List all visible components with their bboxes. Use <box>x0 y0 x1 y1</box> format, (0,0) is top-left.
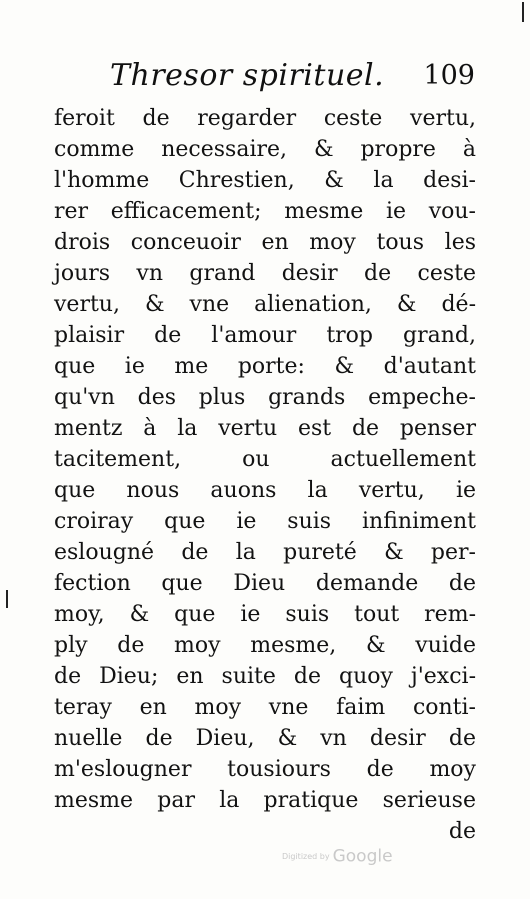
text-line: plaisir de l'amour trop grand, <box>54 323 476 348</box>
google-logo: Google <box>332 846 393 867</box>
text-line: fection que Dieu demande de <box>54 571 476 596</box>
body-text <box>54 103 476 847</box>
text-line: croiray que ie suis infiniment <box>54 509 476 534</box>
text-line: vertu, & vne alienation, & dé- <box>54 292 476 317</box>
page-number: 109 <box>423 60 475 91</box>
text-line: comme necessaire, & propre à <box>54 137 476 162</box>
page-header <box>110 58 490 98</box>
text-line: de Dieu; en suite de quoy j'exci- <box>54 664 476 689</box>
running-head: Thresor spirituel. <box>110 58 385 93</box>
text-line: eslougné de la pureté & per- <box>54 540 476 565</box>
text-line: rer efficacement; mesme ie vou- <box>54 199 476 224</box>
text-line: moy, & que ie suis tout rem- <box>54 602 476 627</box>
text-line: nuelle de Dieu, & vn desir de <box>54 726 476 751</box>
right-edge-mark <box>522 2 524 22</box>
text-line: feroit de regarder ceste vertu, <box>54 106 476 131</box>
text-line: teray en moy vne faim conti- <box>54 695 476 720</box>
text-line: mentz à la vertu est de penser <box>54 416 476 441</box>
text-line: que nous auons la vertu, ie <box>54 478 476 503</box>
text-line: ply de moy mesme, & vuide <box>54 633 476 658</box>
text-line: drois conceuoir en moy tous les <box>54 230 476 255</box>
left-edge-mark <box>6 590 8 608</box>
watermark-prefix: Digitized by <box>282 852 330 861</box>
text-line: m'eslougner tousiours de moy <box>54 757 476 782</box>
text-line: mesme par la pratique serieuse <box>54 788 476 813</box>
text-line: l'homme Chrestien, & la desi- <box>54 168 476 193</box>
catchword: de <box>448 819 476 844</box>
text-line: tacitement, ou actuellement <box>54 447 476 472</box>
text-line: jours vn grand desir de ceste <box>54 261 476 286</box>
text-line: qu'vn des plus grands empeche- <box>54 385 476 410</box>
text-line: que ie me porte: & d'autant <box>54 354 476 379</box>
google-watermark <box>282 846 393 867</box>
